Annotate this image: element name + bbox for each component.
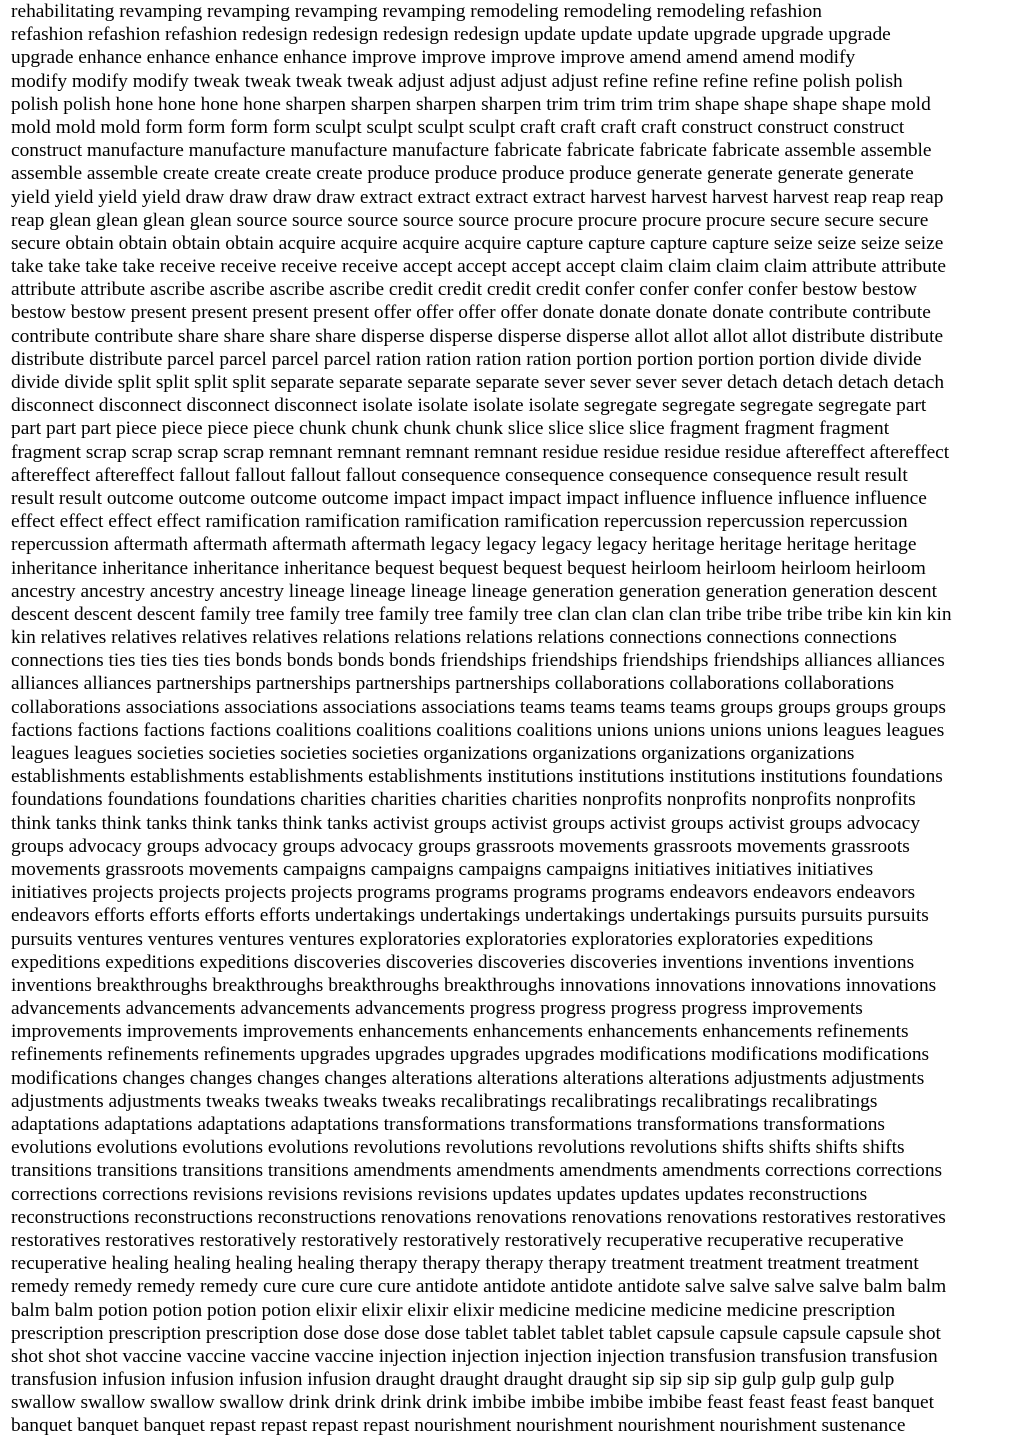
- text-line: alliances alliances partnerships partnerships partnerships partnerships collaborations collaborations collaborations: [11, 673, 895, 695]
- text-line: distribute distribute parcel parcel parcel parcel ration ration ration ration portion portion portion portion divide divide: [11, 348, 922, 370]
- text-line: construct manufacture manufacture manufacture manufacture fabricate fabricate fabricate fabricate assemble assemble: [11, 140, 932, 162]
- text-line: attribute attribute ascribe ascribe ascribe ascribe credit credit credit credit confer confer confer confer bestow bestow: [11, 279, 918, 301]
- text-line: assemble assemble create create create create produce produce produce produce generate generate generate generate: [11, 163, 914, 185]
- text-line: recuperative healing healing healing healing therapy therapy therapy therapy treatment treatment treatment treatment: [11, 1253, 919, 1275]
- text-line: establishments establishments establishments establishments institutions institutions institutions institutions foundations: [11, 766, 943, 788]
- text-line: adjustments adjustments tweaks tweaks tweaks tweaks recalibratings recalibratings recalibratings recalibratings: [11, 1090, 878, 1112]
- text-line: initiatives projects projects projects projects programs programs programs programs endeavors endeavors endeavors: [11, 882, 916, 904]
- text-line: swallow swallow swallow swallow drink drink drink drink imbibe imbibe imbibe imbibe feast feast feast feast banquet: [11, 1392, 935, 1414]
- text-line: effect effect effect effect ramification ramification ramification ramification repercussion repercussion repercussion: [11, 511, 908, 533]
- text-line: polish polish hone hone hone hone sharpen sharpen sharpen sharpen trim trim trim trim shape shape shape shape mold: [11, 93, 931, 115]
- text-line: improvements improvements improvements enhancements enhancements enhancements enhancements refinements: [11, 1021, 909, 1043]
- text-line: ancestry ancestry ancestry ancestry lineage lineage lineage lineage generation generation generation generation descent: [11, 580, 937, 602]
- text-line: movements grassroots movements campaigns campaigns campaigns campaigns initiatives initiatives initiatives: [11, 858, 874, 880]
- text-line: evolutions evolutions evolutions evolutions revolutions revolutions revolutions revolutions shifts shifts shifts shifts: [11, 1137, 905, 1159]
- text-line: shot shot shot vaccine vaccine vaccine vaccine injection injection injection injection transfusion transfusion transfusion: [11, 1345, 938, 1367]
- text-line: inheritance inheritance inheritance inheritance bequest bequest bequest bequest heirloom heirloom heirloom heirloom: [11, 557, 926, 579]
- text-line: endeavors efforts efforts efforts efforts undertakings undertakings undertakings undertakings pursuits pursuits pursuits: [11, 905, 929, 927]
- text-line: think tanks think tanks think tanks think tanks activist groups activist groups activist groups activist groups advocacy: [11, 812, 921, 834]
- text-line: inventions breakthroughs breakthroughs breakthroughs breakthroughs innovations innovations innovations innovations: [11, 974, 937, 996]
- text-line: aftereffect aftereffect fallout fallout fallout fallout consequence consequence consequence consequence result result: [11, 464, 908, 486]
- text-line: leagues leagues societies societies societies societies organizations organizations organizations organizations: [11, 743, 855, 764]
- text-line: factions factions factions factions coalitions coalitions coalitions coalitions unions unions unions unions leagues leagues: [11, 719, 945, 741]
- text-line: connections ties ties ties ties bonds bonds bonds bonds friendships friendships friendships friendships alliances alliances: [11, 650, 945, 672]
- text-line: adaptations adaptations adaptations adaptations transformations transformations transformations transformations: [11, 1114, 885, 1135]
- text-line: part part part piece piece piece piece chunk chunk chunk chunk slice slice slice slice fragment fragment fragment: [11, 418, 890, 440]
- text-line: transitions transitions transitions transitions amendments amendments amendments amendments corrections corrections: [11, 1160, 943, 1182]
- text-line: expeditions expeditions expeditions discoveries discoveries discoveries discoveries inventions inventions inventions: [11, 951, 915, 973]
- text-line: advancements advancements advancements advancements progress progress progress progress improvements: [11, 998, 863, 1020]
- text-line: foundations foundations foundations charities charities charities charities nonprofits nonprofits nonprofits nonprofits: [11, 789, 916, 811]
- text-line: remedy remedy remedy remedy cure cure cure cure antidote antidote antidote antidote salve salve salve salve balm balm: [11, 1276, 947, 1298]
- text-line: restoratives restoratives restoratively restoratively restoratively restoratively recuperative recuperative recuperative: [11, 1229, 904, 1251]
- text-line: groups advocacy groups advocacy groups advocacy groups grassroots movements grassroots movements grassroots: [11, 835, 910, 857]
- text-line: reconstructions reconstructions reconstructions renovations renovations renovations renovations restoratives restoratives: [11, 1206, 946, 1228]
- text-line: banquet banquet banquet repast repast repast repast nourishment nourishment nourishment nourishment sustenance: [11, 1415, 906, 1437]
- text-line: bestow bestow present present present present offer offer offer offer donate donate donate donate contribute contribute: [11, 302, 931, 324]
- text-line: balm balm potion potion potion potion elixir elixir elixir elixir medicine medicine medicine medicine prescription: [11, 1299, 896, 1321]
- text-line: mold mold mold form form form form sculpt sculpt sculpt sculpt craft craft craft craft construct construct construct: [11, 116, 905, 138]
- text-line: descent descent descent family tree family tree family tree family tree clan clan clan clan tribe tribe tribe tribe kin kin kin: [11, 603, 952, 625]
- text-line: result result outcome outcome outcome outcome impact impact impact impact influence influence influence influence: [11, 487, 927, 509]
- text-line: divide divide split split split split separate separate separate separate sever sever sever sever detach detach detach detach: [11, 372, 945, 393]
- text-line: secure obtain obtain obtain obtain acquire acquire acquire acquire capture capture capture capture seize seize seize seize: [11, 232, 944, 254]
- text-line: prescription prescription prescription dose dose dose dose tablet tablet tablet tablet capsule capsule capsule capsule shot: [11, 1322, 941, 1344]
- text-line: rehabilitating revamping revamping revamping revamping remodeling remodeling remodeling refashion: [11, 1, 822, 22]
- text-line: fragment scrap scrap scrap scrap remnant remnant remnant remnant residue residue residue residue aftereffect aftereffect: [11, 441, 950, 463]
- text-line: take take take take receive receive receive receive accept accept accept accept claim claim claim claim attribute attribute: [11, 256, 946, 278]
- text-line: disconnect disconnect disconnect disconnect isolate isolate isolate isolate segregate segregate segregate segregate part: [11, 395, 927, 417]
- word-list-text: [11, 0, 1016, 1438]
- text-line: kin relatives relatives relatives relatives relations relations relations relations connections connections connections: [11, 627, 897, 649]
- text-line: refinements refinements refinements upgrades upgrades upgrades upgrades modifications modifications modifications: [11, 1044, 930, 1066]
- text-line: pursuits ventures ventures ventures ventures exploratories exploratories exploratories exploratories expeditions: [11, 928, 874, 950]
- text-line: contribute contribute share share share share disperse disperse disperse disperse allot allot allot allot distribute distribute: [11, 325, 944, 347]
- text-line: modify modify modify tweak tweak tweak tweak adjust adjust adjust adjust refine refine refine refine polish polish: [11, 70, 903, 92]
- text-line: collaborations associations associations associations associations teams teams teams teams groups groups groups groups: [11, 696, 946, 718]
- text-line: yield yield yield yield draw draw draw draw extract extract extract extract harvest harvest harvest harvest reap reap reap: [11, 186, 944, 208]
- text-line: repercussion aftermath aftermath aftermath aftermath legacy legacy legacy legacy heritage heritage heritage heritage: [11, 534, 917, 556]
- text-line: upgrade enhance enhance enhance enhance improve improve improve improve amend amend amend modify: [11, 47, 856, 69]
- text-line: refashion refashion refashion redesign redesign redesign redesign update update update upgrade upgrade upgrade: [11, 24, 891, 46]
- text-line: transfusion infusion infusion infusion infusion draught draught draught draught sip sip sip sip gulp gulp gulp gulp: [11, 1369, 895, 1391]
- text-line: reap glean glean glean glean source source source source source procure procure procure procure secure secure secure: [11, 209, 929, 231]
- text-line: corrections corrections revisions revisions revisions revisions updates updates updates updates reconstructions: [11, 1183, 868, 1205]
- text-line: modifications changes changes changes changes alterations alterations alterations alterations adjustments adjustments: [11, 1067, 925, 1089]
